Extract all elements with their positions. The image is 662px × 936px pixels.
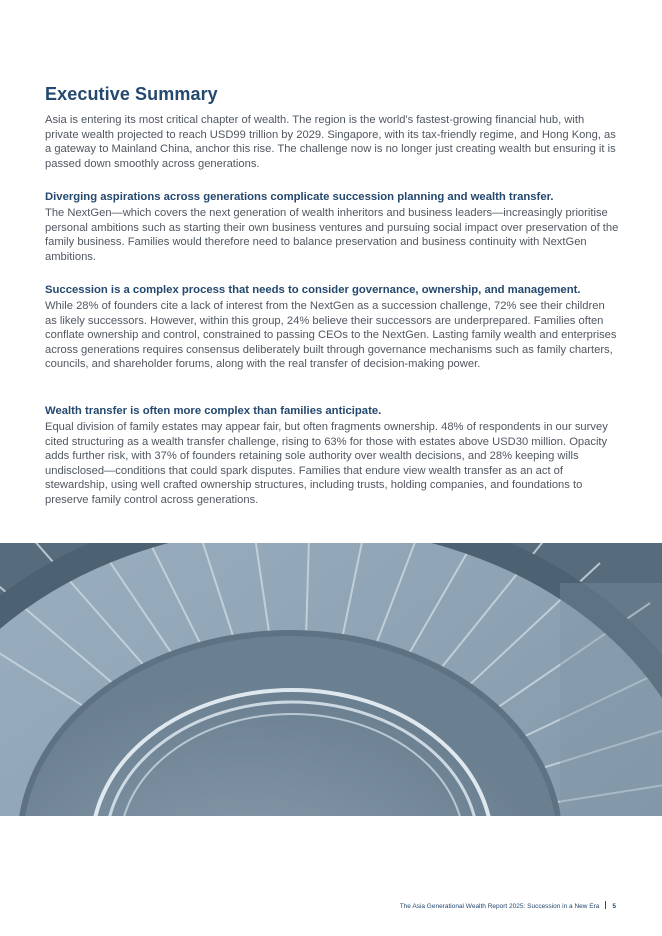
section-heading: Wealth transfer is often more complex than families anticipate. [45, 405, 382, 417]
page-footer [400, 901, 616, 910]
section-heading: Diverging aspirations across generations complicate succession planning and wealth transfer. [45, 191, 554, 203]
section-body: The NextGen—which covers the next generation of wealth inheritors and business leaders—increasingly prioritise personal ambitions such as starting their own business ventures and pursuing social impact over preservation of the family business. Families would therefore need to balance preservation and business continuity with NextGen ambitions. [45, 207, 619, 263]
spiral-staircase-image [0, 543, 662, 816]
page-title: Executive Summary [45, 84, 218, 104]
intro-paragraph: Asia is entering its most critical chapter of wealth. The region is the world's fastest-growing financial hub, with private wealth projected to reach USD99 trillion by 2029. Singapore, with its tax-friendly regime, and Hong Kong, as a gateway to Mainland China, anchor this rise. The challenge now is no longer just creating wealth but ensuring it is passed down smoothly across generations. [45, 114, 616, 170]
section-succession [45, 283, 619, 372]
section-wealth-transfer [45, 404, 619, 508]
section-body: Equal division of family estates may appear fair, but often fragments ownership. 48% of respondents in our survey cited structuring as a wealth transfer challenge, rising to 63% for those with estates above USD30 million. Opacity adds further risk, with 37% of founders retaining sole authority over wealth decisions, and 28% keeping wills undisclosed—conditions that could spark disputes. Families that endure view wealth transfer as an act of stewardship, using well crafted ownership structures, including trusts, holding companies, and foundations to preserve family control across generations. [45, 421, 608, 506]
report-title: The Asia Generational Wealth Report 2025: Succession in a New Era [399, 903, 600, 910]
section-body: While 28% of founders cite a lack of interest from the NextGen as a succession challenge, 72% see their children as likely successors. However, within this group, 24% believe their successors are underprepared. Families often conflate ownership and control, constrained to passing CEOs to the NextGen. Lasting family wealth and enterprises across generations requires consensus deliberately built through governance mechanisms such as family charters, councils, and shareholder forums, along with the real transfer of decision-making power. [45, 300, 617, 371]
section-aspirations [45, 190, 619, 264]
section-heading: Succession is a complex process that needs to consider governance, ownership, and management. [45, 284, 581, 296]
footer-divider [605, 901, 606, 909]
page-number: 5 [612, 903, 616, 910]
